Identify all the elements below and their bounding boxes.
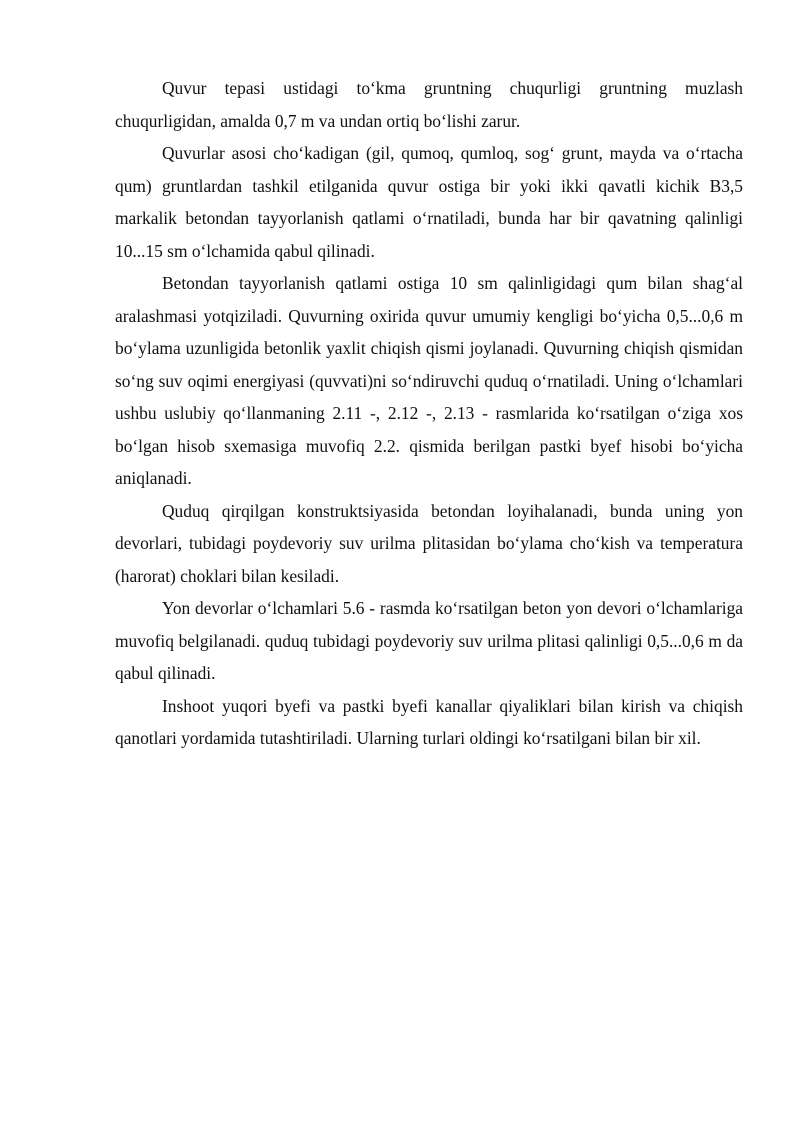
paragraph-side-walls: Yon devorlar o‘lchamlari 5.6 - rasmda ko‘rsatilgan beton yon devori o‘lchamlariga muvofiq belgilanadi. quduq tubidagi poydevoriy suv urilma plitasi qalinligi 0,5...0,6 m da qabul qilinadi. (115, 598, 743, 683)
paragraph-pipe-cover-depth: Quvur tepasi ustidagi to‘kma gruntning chuqurligi gruntning muzlash chuqurligidan, amalda 0,7 m va undan ortiq bo‘lishi zarur. (115, 78, 743, 131)
paragraph-structure-connection: Inshoot yuqori byefi va pastki byefi kanallar qiyaliklari bilan kirish va chiqish qanotlari yordamida tutashtiriladi. Ularning turlari oldingi ko‘rsatilgani bilan bir xil. (115, 695, 743, 748)
paragraph-gravel-layer-and-outlet: Betondan tayyorlanish qatlami ostiga 10 sm qalinligidagi qum bilan shag‘al aralashmasi yotqiziladi. Quvurning oxirida quvur umumiy kengligi bo‘yicha 0,5...0,6 m bo‘ylama uzunligida betonlik yaxlit chiqish qismi joylanadi. Quvurning chiqish qismidan so‘ng suv oqimi energiyasi (quvvati)ni so‘ndiruvchi quduq o‘rnatiladi. Uning o‘lchamlari ushbu uslubiy qo‘llanmaning 2.11 -, 2.12 -, 2.13 - rasmlarida ko‘rsatilgan o‘ziga xos bo‘lgan hisob sxemasiga muvofiq 2.2. qismida berilgan pastki byef hisobi bo‘yicha aniqlanadi. (115, 273, 743, 488)
document-body (115, 72, 743, 755)
paragraph-pipe-base-preparation: Quvurlar asosi cho‘kadigan (gil, qumoq, qumloq, sog‘ grunt, mayda va o‘rtacha qum) gruntlardan tashkil etilganida quvur ostiga bir yoki ikki qavatli kichik B3,5 markalik betondan tayyorlanish qatlami o‘rnatiladi, bunda har bir qavatning qalinligi 10...15 sm o‘lchamida qabul qilinadi. (115, 143, 743, 261)
paragraph-well-construction: Quduq qirqilgan konstruktsiyasida betondan loyihalanadi, bunda uning yon devorlari, tubidagi poydevoriy suv urilma plitasidan bo‘ylama cho‘kish va temperatura (harorat) choklari bilan kesiladi. (115, 500, 743, 586)
